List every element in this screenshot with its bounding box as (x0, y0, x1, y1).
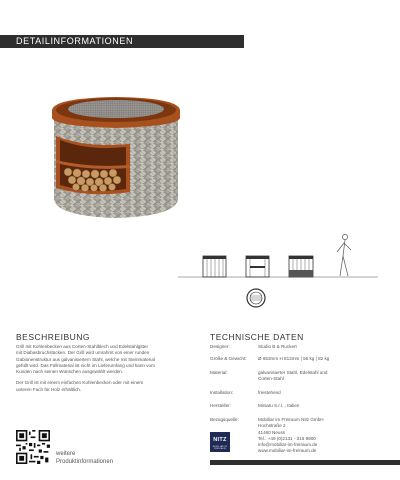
qr-code[interactable] (16, 430, 50, 464)
description-text: Grill mit Kohlenbecken aus Corten-Stahlblech und Edelstahlgitter mit Diabasbruchstücken. Der Grill wird umrahmt von einer runden Gabionenstruktur aus galvanisiertem Stahl, welche mit Steinmaterial gefüllt wird. Das Füllmaterial ist nicht im Lieferumfang und kann vom Kunden nach seinen Wünschen ausgewählt werden. Der Grill ist mit einem einfachen Kohlenbecken oder mit einem unteren Fach für Holz erhältlich. (16, 344, 155, 392)
side-view-drawing (203, 256, 226, 277)
footer-bar (210, 460, 400, 465)
human-scale-figure (337, 234, 351, 276)
nitz-logo: NITZ MOBILIAR IM FREIRAUM (210, 432, 230, 452)
tech-heading: TECHNISCHE DATEN (210, 332, 304, 342)
page-title: DETAILINFORMATIONEN (16, 36, 134, 46)
front-view-drawing (246, 256, 269, 277)
product-image (40, 88, 190, 223)
back-view-drawing (289, 256, 313, 277)
description-heading: BESCHREIBUNG (16, 332, 91, 342)
header-bar (0, 35, 244, 48)
top-view-drawing (247, 289, 265, 307)
qr-label[interactable]: weitere Produktinformationen (56, 451, 114, 465)
technical-drawings (178, 228, 378, 308)
